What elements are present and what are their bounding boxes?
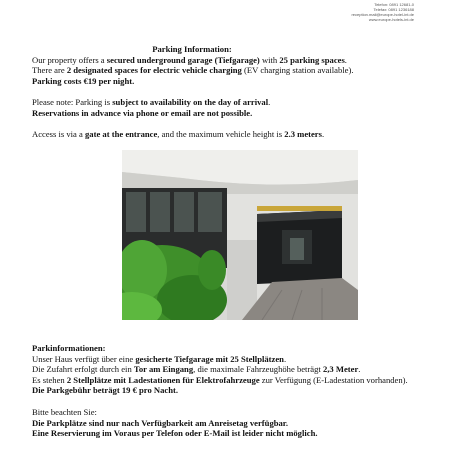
phone-text: Telefon: 0891 12681-0 [374,2,414,7]
german-line-1: Unser Haus verfügt über eine gesicherte Tiefgarage mit 25 Stellplätzen. [32,353,287,364]
website-text: www.europe-hotels-int.de [368,17,414,22]
english-title: Parking Information: [152,44,232,54]
german-line-2: Die Zufahrt erfolgt durch ein Tor am Eingang, die maximale Fahrzeughöhe beträgt 2,3 Meter. [32,364,361,374]
contact-block [351,2,414,22]
german-parking-info [32,343,432,396]
german-line-3: Es stehen 2 Stellplätze mit Ladestationen für Elektrofahrzeuge zur Verfügung (E-Ladestation vorhanden). [32,374,408,385]
english-no-reservation: Reservations in advance via phone or email are not possible. [32,107,253,118]
german-note [32,407,432,439]
english-note [32,97,432,118]
english-line-2: There are 2 designated spaces for electric vehicle charging (EV charging station available). [32,65,354,75]
garage-entrance-photo [122,150,358,320]
english-line-1: Our property offers a secured underground garage (Tiefgarage) with 25 parking spaces. [32,54,347,65]
english-line-4: Please note: Parking is subject to availability on the day of arrival. [32,97,271,107]
german-availability: Die Parkplätze sind nur nach Verfügbarkeit am Anreisetag verfügbar. [32,417,288,428]
english-line-6: Access is via a gate at the entrance, and the maximum vehicle height is 2.3 meters. [32,129,325,139]
german-title: Parkinformationen: [32,343,106,353]
german-price: Die Parkgebühr beträgt 19 € pro Nacht. [32,385,179,395]
german-note-label: Bitte beachten Sie: [32,407,97,417]
english-price: Parking costs €19 per night. [32,75,135,86]
german-no-reservation: Eine Reservierung im Voraus per Telefon oder E-Mail ist leider nicht möglich. [32,428,318,438]
english-parking-info [32,44,432,86]
email-text: reception.mail@europe-hotel-int.de [351,12,414,17]
english-access [32,129,432,140]
fax-text: Telefax: 0891 1236188 [373,7,414,12]
